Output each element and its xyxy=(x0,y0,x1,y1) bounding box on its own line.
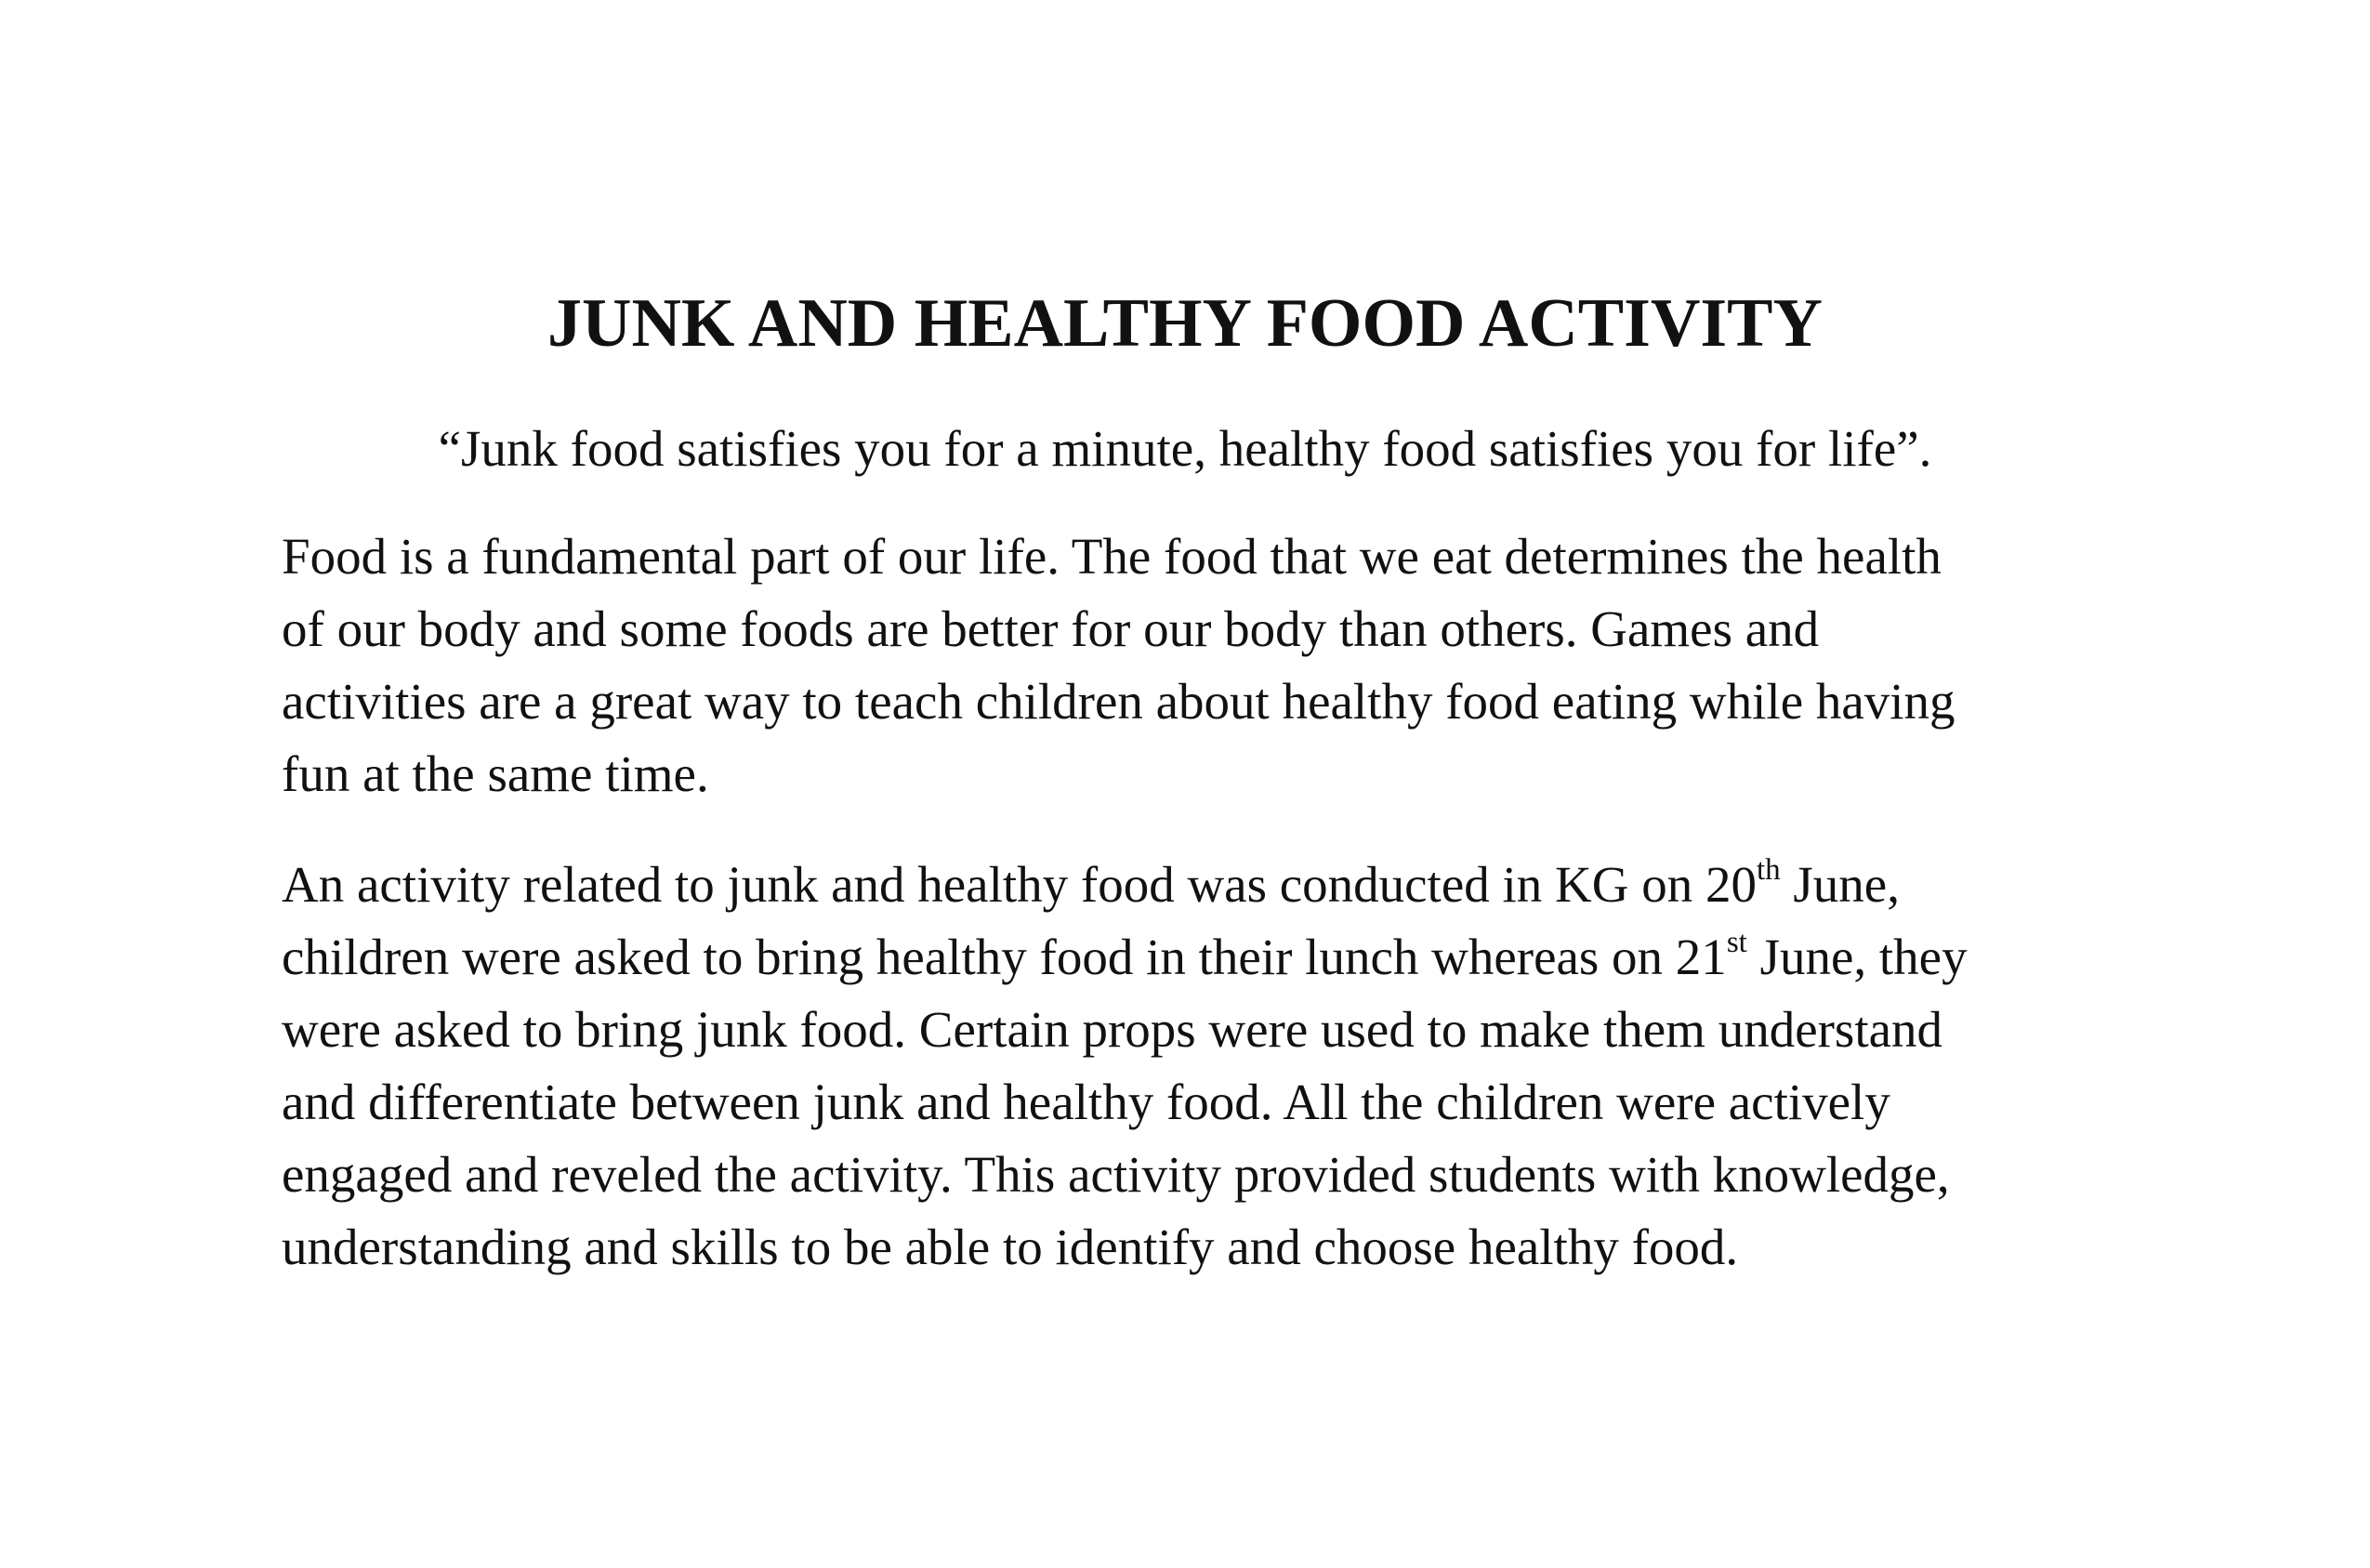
paragraph-line: of our body and some foods are better for our body than others. Games and xyxy=(282,600,1820,657)
document-title: JUNK AND HEALTHY FOOD ACTIVITY xyxy=(547,285,1823,362)
line-text: June, they xyxy=(1746,929,1968,985)
line-text: children were asked to bring healthy food in their lunch whereas on 21 xyxy=(282,929,1727,985)
paragraph-line: understanding and skills to be able to identify and choose healthy food. xyxy=(282,1219,1739,1275)
paragraph-line: engaged and reveled the activity. This activity provided students with knowledge, xyxy=(282,1146,1950,1203)
paragraph-line: and differentiate between junk and healthy food. All the children were actively xyxy=(282,1074,1890,1130)
line-text: June, xyxy=(1780,856,1900,913)
line-text: An activity related to junk and healthy food was conducted in KG on 20 xyxy=(282,856,1757,913)
paragraph-line: Food is a fundamental part of our life. The food that we eat determines the health xyxy=(282,528,1942,585)
paragraph-line: fun at the same time. xyxy=(282,745,709,802)
document-quote: “Junk food satisfies you for a minute, healthy food satisfies you for life”. xyxy=(438,420,1932,477)
paragraph-line xyxy=(282,849,2140,921)
ordinal-suffix: st xyxy=(1726,926,1747,959)
paragraph-line: activities are a great way to teach children about healthy food eating while having xyxy=(282,673,1955,730)
ordinal-suffix: th xyxy=(1756,853,1781,887)
paragraph-intro xyxy=(282,520,2140,810)
paragraph-line xyxy=(282,921,2140,994)
paragraph-activity xyxy=(282,849,2140,1284)
paragraph-line: were asked to bring junk food. Certain props were used to make them understand xyxy=(282,1001,1943,1058)
